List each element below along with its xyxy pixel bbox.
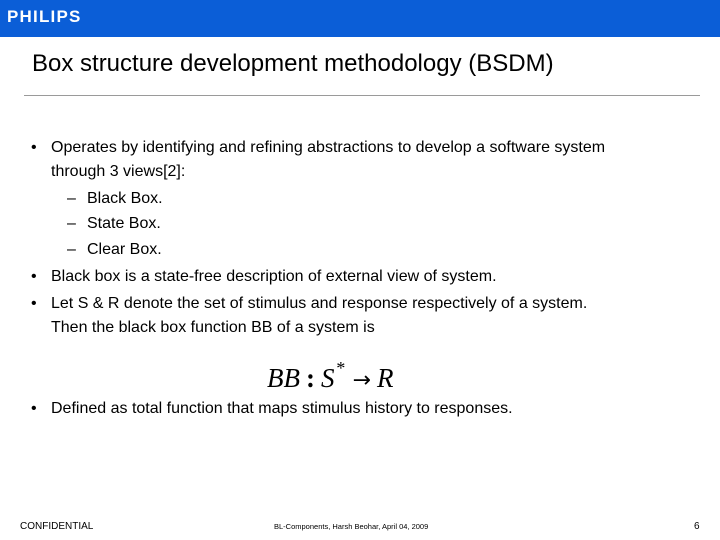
bullet-2: Black box is a state-free description of external view of system. — [51, 268, 497, 285]
sub-item-state-box: State Box. — [87, 215, 161, 232]
bullet-icon: • — [31, 268, 37, 285]
bullet-icon: • — [31, 139, 37, 156]
formula-kleene-star: * — [335, 358, 345, 378]
dash-icon: – — [67, 190, 76, 207]
bullet-3-line-2: Then the black box function BB of a system is — [51, 319, 375, 336]
slide-title: Box structure development methodology (BSDM) — [32, 50, 554, 77]
black-box-formula — [267, 358, 393, 394]
bullet-4: Defined as total function that maps stimulus history to responses. — [51, 400, 513, 417]
philips-logo: PHILIPS — [7, 7, 82, 26]
formula-lhs: BB — [267, 363, 300, 393]
formula-stimulus: S — [321, 363, 335, 393]
bullet-1-line-2: through 3 views[2]: — [51, 163, 186, 180]
formula-response: R — [376, 363, 394, 393]
bullet-1-line-1: Operates by identifying and refining abstractions to develop a software system — [51, 139, 606, 156]
bullet-3-line-1: Let S & R denote the set of stimulus and response respectively of a system. — [51, 295, 588, 312]
dash-icon: – — [67, 215, 76, 232]
footer-page-number: 6 — [694, 521, 700, 532]
header-bar — [0, 0, 720, 37]
footer-author-date: BL-Components, Harsh Beohar, April 04, 2009 — [274, 522, 429, 531]
formula-colon: : — [306, 363, 315, 393]
sub-item-clear-box: Clear Box. — [87, 241, 162, 258]
formula-arrow-icon: → — [352, 368, 371, 393]
dash-icon: – — [67, 241, 76, 258]
title-divider — [24, 95, 700, 96]
sub-item-black-box: Black Box. — [87, 190, 163, 207]
bullet-icon: • — [31, 400, 37, 417]
footer-confidential: CONFIDENTIAL — [20, 521, 94, 532]
bullet-icon: • — [31, 295, 37, 312]
